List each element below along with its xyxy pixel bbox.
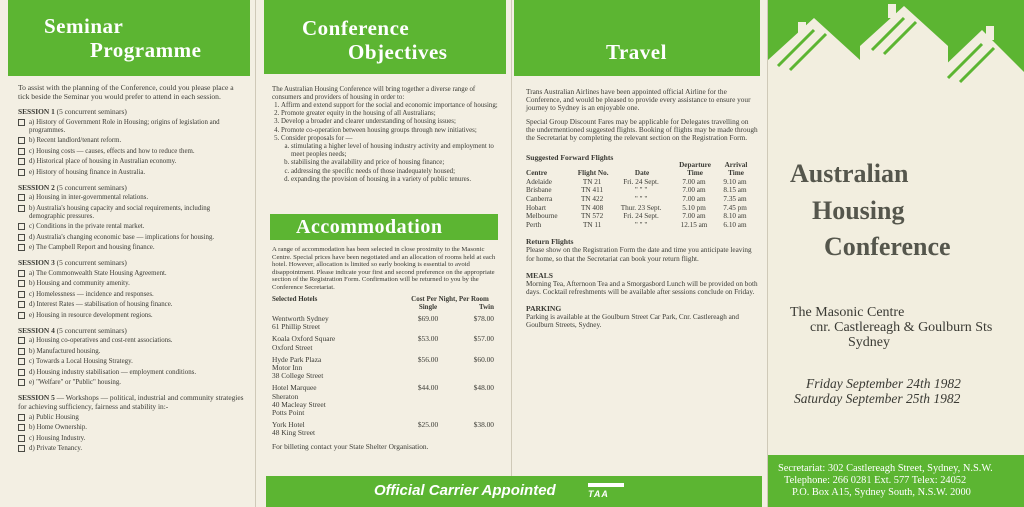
seminar-option-label: d) Housing industry stabilisation — employment conditions. xyxy=(29,368,197,376)
flight-departure: 12.15 am xyxy=(680,220,708,229)
price-twin: $38.00 xyxy=(473,420,494,430)
price-twin: $78.00 xyxy=(473,314,494,323)
hotel-address: Motor Inn 38 College Street xyxy=(272,363,324,381)
tick-box[interactable] xyxy=(18,348,25,355)
seminar-title-line1: Seminar xyxy=(44,14,124,38)
flight-number: TN 422 xyxy=(581,195,604,203)
tick-box[interactable] xyxy=(18,337,25,344)
seminar-option xyxy=(18,234,244,242)
flight-date: " " " xyxy=(634,220,648,229)
flight-date: " " " xyxy=(634,186,648,195)
tick-box[interactable] xyxy=(18,291,25,298)
seminar-option xyxy=(18,137,244,145)
venue-line1: The Masonic Centre xyxy=(790,305,905,320)
seminar-option-label: a) Public Housing xyxy=(29,413,79,421)
rooftops-graphic xyxy=(768,0,1024,104)
seminar-option-label: a) Housing in inter-governmental relations. xyxy=(29,194,149,202)
tick-box[interactable] xyxy=(18,301,25,308)
meals-heading: MEALS xyxy=(526,270,554,280)
tick-box[interactable] xyxy=(18,414,25,421)
secretariat-footer xyxy=(768,455,1024,507)
flight-departure: 7.00 am xyxy=(682,186,706,195)
travel-intro-2: Special Group Discount Fares may be applicable for Delegates travelling on the undermentioned suggested flights. Booking of flights may be made through the Secretariat by completing the relevant section on the Registration Form. xyxy=(526,116,758,143)
venue-line2: cnr. Castlereagh & Goulburn Sts xyxy=(810,320,993,335)
hotel-row xyxy=(272,311,498,331)
price-single: $53.00 xyxy=(417,334,439,344)
seminar-option xyxy=(18,244,244,252)
flight-departure: 7.00 am xyxy=(682,195,706,203)
flight-arrival: 6.10 am xyxy=(723,220,747,229)
conference-dates xyxy=(794,376,961,406)
flight-arrival: 7.45 pm xyxy=(723,203,747,212)
col-date: Date xyxy=(634,169,650,178)
flight-arrival: 8.10 am xyxy=(723,212,747,221)
col-single: Single xyxy=(418,303,438,311)
flight-number: TN 572 xyxy=(581,212,604,221)
seminar-option-label: c) Housing Industry. xyxy=(29,434,86,442)
secretariat-line2: Telephone: 266 0281 Ext. 577 Telex: 24052 xyxy=(784,475,967,486)
tick-box[interactable] xyxy=(18,445,25,452)
seminar-option xyxy=(18,270,244,278)
tick-box[interactable] xyxy=(18,369,25,376)
session-heading: SESSION 1 (5 concurrent seminars) xyxy=(18,107,127,117)
session-heading: SESSION 4 (5 concurrent seminars) xyxy=(18,325,127,335)
seminar-option-label: e) The Campbell Report and housing finance. xyxy=(29,244,155,252)
seminar-option xyxy=(18,158,244,166)
date-line1: Friday September 24th 1982 xyxy=(806,376,961,391)
tick-box[interactable] xyxy=(18,358,25,365)
seminar-panel xyxy=(0,0,256,507)
travel-intro-1: Trans Australian Airlines have been appointed official Airline for the Conference, and would be pleased to provide every assistance to ensure your journey to Sydney is an enjoyable one. xyxy=(526,87,751,113)
seminar-option xyxy=(18,358,244,366)
flight-arrival: 8.15 am xyxy=(723,186,747,195)
flight-number: TN 408 xyxy=(581,203,604,212)
seminar-option-label: d) Private Tenancy. xyxy=(29,445,83,453)
accommodation-intro: A range of accommodation has been selected in close proximity to the Masonic Centre. Special prices have been negotiated and an allocation of rooms held at each hotel. However, allocation is limited so early booking is essential to avoid disappointment. Please indicate your first and second preference on the appropriate section of the Registration Form. Confirmation will be returned to you by the Conference Secretariat. xyxy=(272,246,496,291)
tick-box[interactable] xyxy=(18,119,25,126)
col-arrival: Arrival Time xyxy=(724,161,748,178)
seminar-option xyxy=(18,223,244,231)
hotel-table xyxy=(272,295,498,438)
flight-centre: Hobart xyxy=(526,203,546,212)
seminar-option-label: b) Housing and community amenity. xyxy=(29,280,130,288)
parking-heading: PARKING xyxy=(526,304,562,314)
hotel-name: York Hotel xyxy=(272,420,305,430)
accommodation-body xyxy=(272,246,500,451)
flight-number: TN 21 xyxy=(582,177,602,186)
flight-departure: 7.00 am xyxy=(682,212,706,221)
flight-row xyxy=(526,212,756,221)
seminar-option-label: e) "Welfare" or "Public" housing. xyxy=(29,379,122,387)
flight-row xyxy=(526,195,756,204)
seminar-option xyxy=(18,312,244,320)
price-twin: $48.00 xyxy=(473,383,494,393)
col-flight-no: Flight No. xyxy=(577,169,609,178)
seminar-option-label: a) The Commonwealth State Housing Agreement. xyxy=(29,269,167,277)
hotel-name: Hotel Marquee xyxy=(272,383,317,393)
seminar-option-label: d) Australia's changing economic base — implications for housing. xyxy=(29,233,215,241)
hotel-address: 61 Phillip Street xyxy=(272,322,321,332)
tick-box[interactable] xyxy=(18,270,25,277)
seminar-option xyxy=(18,169,244,177)
objectives-title-line2: Objectives xyxy=(348,40,448,64)
seminar-option-label: b) Manufactured housing. xyxy=(29,347,101,355)
accommodation-title: Accommodation xyxy=(296,216,443,238)
hotel-row xyxy=(272,380,498,417)
date-line2: Saturday September 25th 1982 xyxy=(794,391,961,406)
objectives-body xyxy=(272,86,500,184)
travel-title: Travel xyxy=(606,40,667,64)
flight-centre: Perth xyxy=(526,220,542,229)
secretariat-line1: Secretariat: 302 Castlereagh Street, Sydney, N.S.W. xyxy=(778,463,993,474)
seminar-option xyxy=(18,119,244,135)
objective-subitem: c. addressing the specific needs of those inadequately housed; xyxy=(291,168,500,176)
objective-item: 1. Affirm and extend support for the social and economic importance of housing; xyxy=(281,102,500,110)
objectives-list xyxy=(272,102,500,184)
travel-header xyxy=(514,0,760,76)
flight-centre: Canberra xyxy=(526,195,553,203)
objective-item: 3. Develop a broader and clearer understanding of housing issues; xyxy=(281,118,500,126)
hotel-name: Hyde Park Plaza xyxy=(272,354,322,364)
parking-text: Parking is available at the Goulburn Street Car Park, Cnr. Castlereagh and Goulburn Streets, Sydney. xyxy=(526,313,739,330)
tick-box[interactable] xyxy=(18,169,25,176)
taa-logo xyxy=(588,483,624,499)
seminar-option-label: c) Towards a Local Housing Strategy. xyxy=(29,358,133,366)
seminar-option xyxy=(18,435,244,443)
seminar-option xyxy=(18,280,244,288)
flight-row xyxy=(526,178,756,187)
seminar-option xyxy=(18,379,244,387)
objectives-panel xyxy=(256,0,512,507)
seminar-option-label: b) Australia's housing capacity and social requirements, including demographic pressures. xyxy=(29,204,211,220)
objectives-intro: The Australian Housing Conference will bring together a diverse range of consumers and providers of housing in order to: xyxy=(272,86,476,101)
seminar-option-label: c) Conditions in the private rental market. xyxy=(29,223,145,231)
objective-subitem: d. expanding the provision of housing in a variety of public tenures. xyxy=(291,176,500,184)
return-heading: Return Flights xyxy=(526,237,574,247)
hotel-row xyxy=(272,417,498,437)
hotel-address: Oxford Street xyxy=(272,342,313,352)
seminar-option-label: c) Housing costs — causes, effects and how to reduce them. xyxy=(29,147,195,155)
cover-title-line1: Australian xyxy=(790,159,909,188)
tick-box[interactable] xyxy=(18,280,25,287)
objectives-title-line1: Conference xyxy=(302,16,410,40)
seminar-option xyxy=(18,148,244,156)
flight-date: Thur. 23 Sept. xyxy=(620,203,662,212)
meals-text: Morning Tea, Afternoon Tea and a Smorgasbord Lunch will be provided on both days. Cocktail refreshments will be available after sessions conclude on Friday. xyxy=(526,279,758,296)
flight-centre: Adelaide xyxy=(526,177,552,186)
objectives-header xyxy=(264,0,506,74)
tick-box[interactable] xyxy=(18,234,25,241)
price-single: $25.00 xyxy=(417,420,439,430)
seminar-option xyxy=(18,194,244,202)
tick-box[interactable] xyxy=(18,148,25,155)
seminar-option-label: a) Housing co-operatives and cost-rent associations. xyxy=(29,337,173,345)
seminar-option xyxy=(18,291,244,299)
cover-title-line3: Conference xyxy=(824,232,951,261)
venue-line3: Sydney xyxy=(848,335,890,350)
seminar-option xyxy=(18,414,244,422)
travel-body xyxy=(526,88,758,330)
tick-box[interactable] xyxy=(18,137,25,144)
flight-departure: 5.10 pm xyxy=(682,203,706,212)
return-text: Please show on the Registration Form the date and time you anticipate leaving for home, so that the Secretariat can book your return flight. xyxy=(526,246,752,263)
seminar-option xyxy=(18,348,244,356)
seminar-option xyxy=(18,337,244,345)
seminar-option xyxy=(18,369,244,377)
flights-table xyxy=(526,162,756,229)
flight-arrival: 7.35 am xyxy=(723,195,747,203)
seminar-option xyxy=(18,424,244,432)
seminar-option-label: d) Historical place of housing in Australian economy. xyxy=(29,158,177,166)
seminar-option xyxy=(18,205,244,221)
objective-item: 2. Promote greater equity in the housing of all Australians; xyxy=(281,110,500,118)
carrier-text: Official Carrier Appointed xyxy=(374,482,556,499)
flight-date: Fri. 24 Sept. xyxy=(623,177,659,186)
hotel-row xyxy=(272,352,498,381)
cover-panel xyxy=(768,0,1024,507)
seminar-option-label: b) Recent landlord/tenant reform. xyxy=(29,137,122,145)
travel-panel xyxy=(512,0,768,507)
flight-centre: Melbourne xyxy=(526,212,558,221)
seminar-option-label: c) Homelessness — incidence and responses. xyxy=(29,290,154,298)
hotel-name: Koala Oxford Square xyxy=(272,334,336,344)
tick-box[interactable] xyxy=(18,158,25,165)
session-heading: SESSION 3 (5 concurrent seminars) xyxy=(18,258,127,268)
price-single: $44.00 xyxy=(417,383,439,393)
flight-number: TN 11 xyxy=(582,220,602,229)
taa-logo-text: TAA xyxy=(588,489,609,499)
seminar-option xyxy=(18,445,244,453)
col-cost: Cost Per Night, Per Room xyxy=(411,295,489,303)
objective-item-text: Consider proposals for — xyxy=(281,134,353,142)
flight-departure: 7.00 am xyxy=(682,177,706,186)
hotel-row xyxy=(272,331,498,351)
hotel-name: Wentworth Sydney xyxy=(272,314,329,323)
seminar-header xyxy=(8,0,250,76)
price-twin: $60.00 xyxy=(473,354,494,364)
flight-row xyxy=(526,221,756,230)
tick-box[interactable] xyxy=(18,312,25,319)
secretariat-line3: P.O. Box A15, Sydney South, N.S.W. 2000 xyxy=(792,487,971,498)
flight-date: Fri. 24 Sept. xyxy=(623,212,659,221)
flight-row xyxy=(526,186,756,195)
flight-row xyxy=(526,204,756,213)
seminar-option-label: a) History of Government Role in Housing; origins of legislation and programmes. xyxy=(29,118,220,134)
seminar-option-label: d) Interest Rates — stabilisation of housing finance. xyxy=(29,301,173,309)
venue xyxy=(790,305,992,350)
col-hotels: Selected Hotels xyxy=(272,295,318,303)
objective-item xyxy=(281,135,500,184)
tick-box[interactable] xyxy=(18,223,25,230)
objective-item: 4. Promote co-operation between housing groups through new initiatives; xyxy=(281,127,500,135)
session-heading: SESSION 2 (5 concurrent seminars) xyxy=(18,182,127,192)
tick-box[interactable] xyxy=(18,435,25,442)
carrier-footer xyxy=(266,476,762,507)
tick-box[interactable] xyxy=(18,205,25,212)
col-centre: Centre xyxy=(526,169,548,178)
price-twin: $57.00 xyxy=(473,334,494,344)
billeting-note: For billeting contact your State Shelter Organisation. xyxy=(272,441,429,451)
flight-date: " " " xyxy=(634,195,648,203)
hotel-address: Sheraton 40 Macleay Street Potts Point xyxy=(272,391,326,418)
seminar-option xyxy=(18,301,244,309)
flight-number: TN 411 xyxy=(581,186,604,195)
seminar-title-line2: Programme xyxy=(90,38,202,62)
flight-centre: Brisbane xyxy=(526,186,552,195)
seminar-intro: To assist with the planning of the Conference, could you please place a tick beside the Seminar you would prefer to attend in each session. xyxy=(18,83,234,101)
tick-box[interactable] xyxy=(18,379,25,386)
seminar-option-label: e) Housing in resource development regions. xyxy=(29,311,153,319)
session-list xyxy=(18,107,244,453)
flights-heading: Suggested Forward Flights xyxy=(526,153,614,163)
objective-subitem: a. stimulating a higher level of housing industry activity and employment to meet peoples needs; xyxy=(291,143,500,159)
tick-box[interactable] xyxy=(18,194,25,201)
col-twin: Twin xyxy=(478,303,494,311)
cover-title-line2: Housing xyxy=(812,196,905,225)
accommodation-header xyxy=(270,214,498,240)
price-single: $56.00 xyxy=(417,354,439,364)
seminar-option-label: b) Home Ownership. xyxy=(29,424,87,432)
session-heading: SESSION 5 — Workshops — political, industrial and community strategies for achieving sufficiency, fairness and stability in:- xyxy=(18,393,244,412)
hotel-address: 48 King Street xyxy=(272,428,316,438)
tick-box[interactable] xyxy=(18,244,25,251)
seminar-body xyxy=(18,84,244,456)
objective-subitem: b. stabilising the availability and price of housing finance; xyxy=(291,159,500,167)
objective-sublist xyxy=(281,143,500,184)
flight-arrival: 9.10 am xyxy=(723,177,747,186)
tick-box[interactable] xyxy=(18,424,25,431)
col-departure: Departure Time xyxy=(679,161,711,178)
seminar-option-label: e) History of housing finance in Australia. xyxy=(29,168,146,176)
price-single: $69.00 xyxy=(417,314,439,323)
